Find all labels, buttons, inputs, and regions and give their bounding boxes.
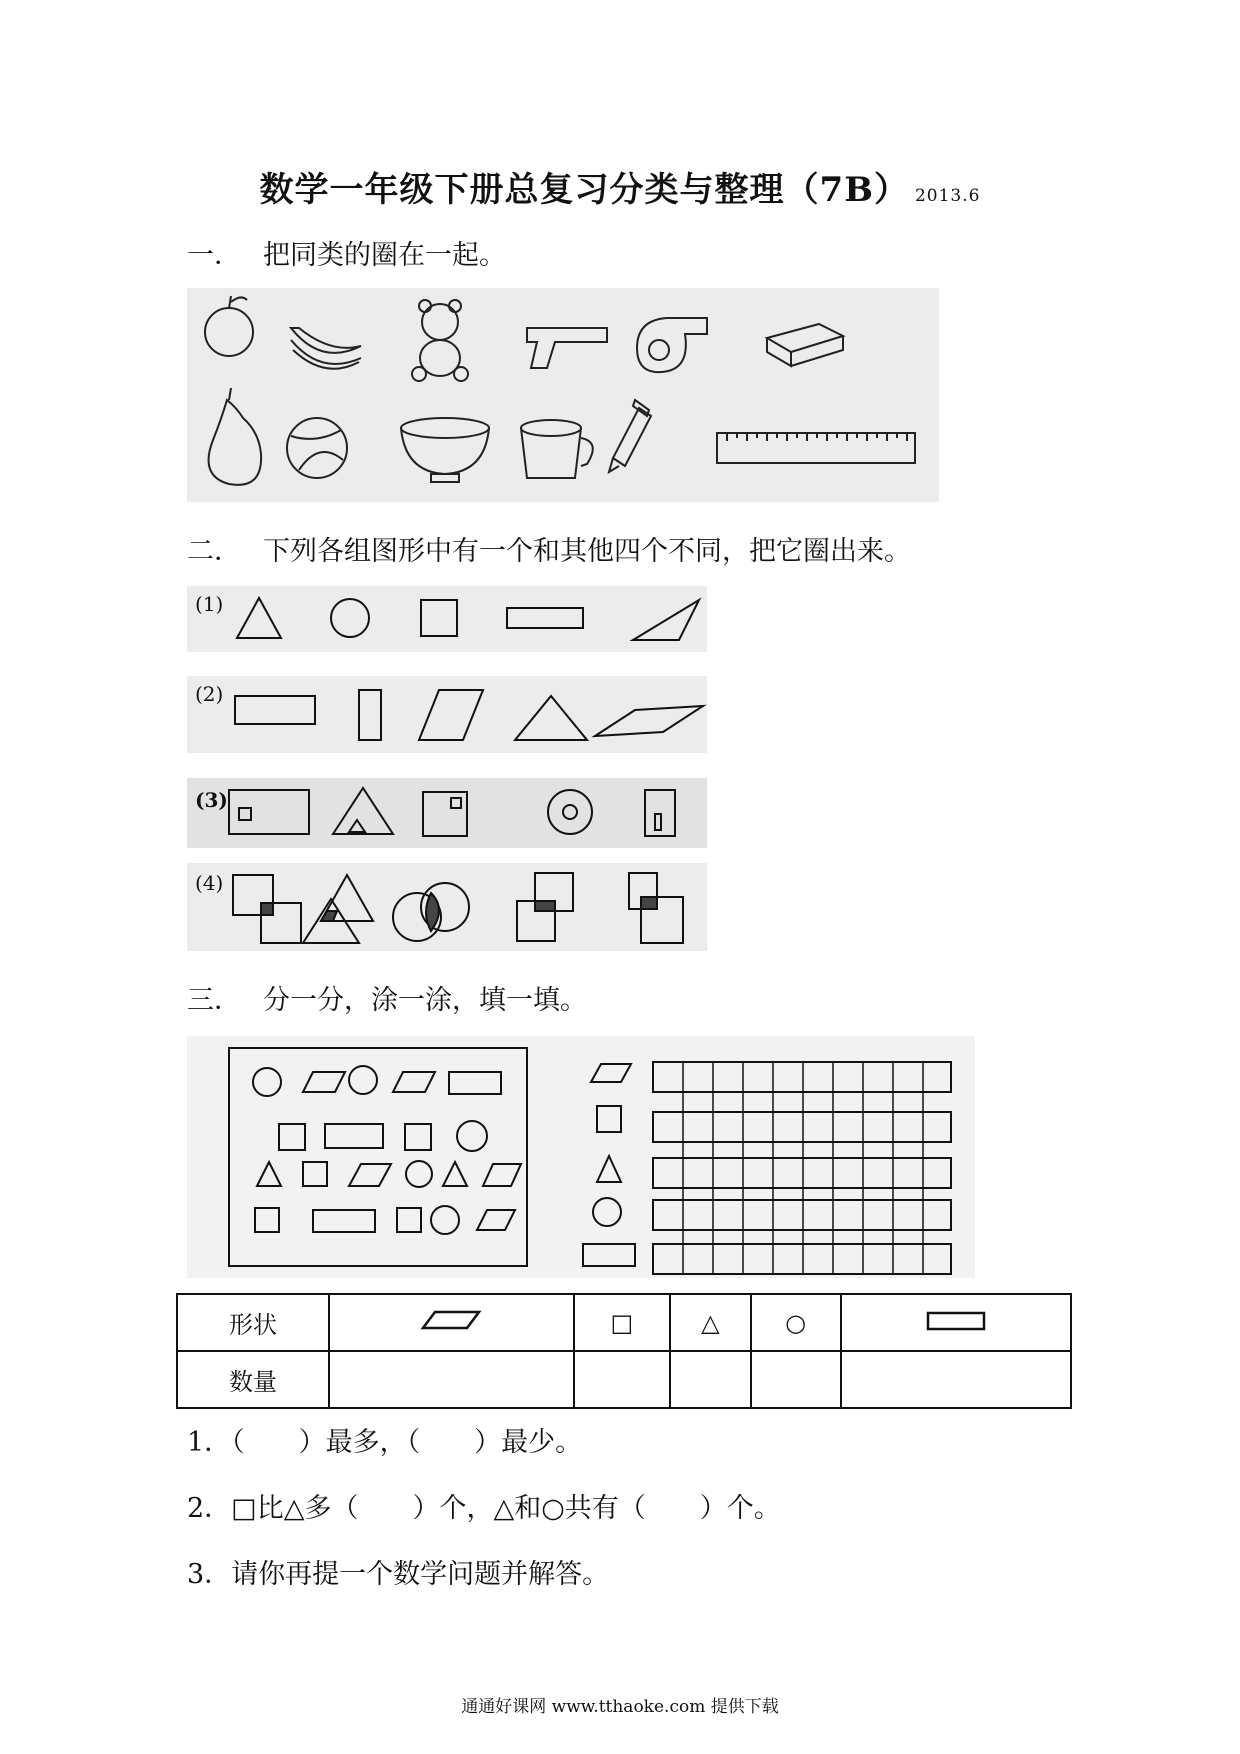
overlapping-circles-shape [393, 883, 469, 941]
eraser-icon [767, 324, 843, 366]
group-label: (2) [195, 682, 224, 706]
parallelogram-shape [419, 690, 483, 740]
triangle-count-cell[interactable] [670, 1351, 751, 1408]
square-header: □ [574, 1294, 670, 1351]
section-text: 下列各组图形中有一个和其他四个不同，把它圈出来。 [263, 536, 911, 567]
square-with-square-shape [423, 792, 467, 836]
section-number: 三． [187, 985, 241, 1016]
tall-rectangle-shape [359, 690, 381, 740]
apple-icon [205, 296, 253, 356]
group-label: (3) [195, 788, 228, 812]
shape-group-1 [187, 586, 707, 652]
triangle-shape [515, 696, 587, 740]
overlapping-squares-shape [517, 873, 573, 941]
mixed-shapes-box [229, 1048, 527, 1266]
whistle-icon [637, 318, 707, 372]
rectangle-shape [235, 696, 315, 724]
parallelogram-header [329, 1294, 574, 1351]
triangle-with-triangle-shape [333, 788, 393, 834]
bowl-icon [401, 418, 489, 482]
overlapping-squares-shape [629, 873, 683, 943]
circle-header: ○ [751, 1294, 841, 1351]
rectangle-with-bar-shape [645, 790, 675, 836]
square-shape [421, 600, 457, 636]
banana-icon [291, 328, 361, 369]
quantity-header-cell: 数量 [177, 1351, 329, 1408]
section-2-heading [187, 529, 911, 568]
section-text: 把同类的圈在一起。 [263, 240, 506, 271]
circle-shape [331, 599, 369, 637]
question-1: 1．（ ）最多，（ ）最少。 [187, 1427, 583, 1458]
teddy-bear-icon [412, 300, 468, 381]
overlapping-triangles-shape [303, 875, 373, 943]
footer-credit: 通通好课网 www.tthaoke.com 提供下载 [461, 1697, 779, 1717]
coloring-grid [653, 1062, 951, 1274]
circle-with-circle-shape [548, 790, 592, 834]
tally-table [176, 1293, 1072, 1409]
title-text: 数学一年级下册总复习分类与整理（7B） [259, 170, 909, 210]
rectangle-count-cell[interactable] [841, 1351, 1071, 1408]
pen-icon [609, 400, 651, 472]
page-title [0, 162, 1240, 211]
section-3-heading [187, 978, 587, 1017]
toy-gun-icon [527, 328, 607, 368]
overlapping-squares-shape [233, 875, 301, 943]
section-1-heading [187, 233, 506, 272]
triangle-shape [237, 598, 281, 638]
cup-icon [521, 420, 593, 478]
square-count-cell[interactable] [574, 1351, 670, 1408]
rectangle-shape [507, 608, 583, 628]
section-text: 分一分，涂一涂，填一填。 [263, 985, 587, 1016]
section-number: 一． [187, 240, 241, 271]
circle-count-cell[interactable] [751, 1351, 841, 1408]
question-2: 2．□比△多（ ）个，△和○共有（ ）个。 [187, 1493, 781, 1524]
group-label: (1) [195, 592, 224, 616]
parallelogram-count-cell[interactable] [329, 1351, 574, 1408]
right-triangle-shape [633, 600, 699, 640]
sorting-picture [187, 1036, 975, 1278]
pear-icon [209, 388, 262, 485]
shape-group-3 [187, 778, 707, 848]
rectangle-with-square-shape [229, 790, 309, 834]
rhombus-shape [595, 706, 703, 736]
triangle-header: △ [670, 1294, 751, 1351]
ruler-icon [717, 433, 915, 463]
ball-icon [287, 418, 347, 478]
shape-header-cell: 形状 [177, 1294, 329, 1351]
shape-group-4 [187, 863, 707, 951]
shape-key-column [583, 1064, 635, 1266]
rectangle-header [841, 1294, 1071, 1351]
question-3: 3．请你再提一个数学问题并解答。 [187, 1559, 610, 1590]
section-number: 二． [187, 536, 241, 567]
objects-picture [187, 288, 939, 502]
title-date: 2013.6 [914, 186, 981, 206]
group-label: (4) [195, 871, 224, 895]
shape-group-2 [187, 676, 707, 753]
